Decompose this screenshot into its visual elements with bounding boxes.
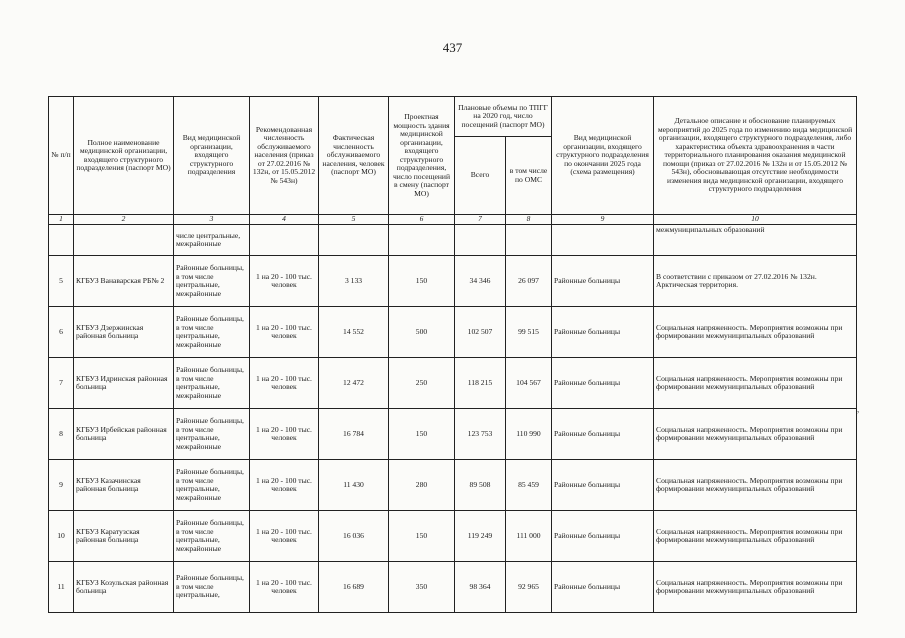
column-number: 1 (49, 215, 74, 225)
actual-population: 16 036 (319, 511, 389, 562)
planned-oms: 110 990 (506, 409, 552, 460)
row-number: 9 (49, 460, 74, 511)
row-number: 7 (49, 358, 74, 409)
organization-name: КГБУЗ Ванаварская РБ№ 2 (74, 256, 174, 307)
column-number: 9 (552, 215, 654, 225)
planned-total: 34 346 (455, 256, 506, 307)
building-capacity: 150 (389, 409, 455, 460)
header-name: Полное наименование медицинской организации, входящего структурного подразделения (паспорт МО) (74, 97, 174, 215)
building-capacity: 350 (389, 562, 455, 613)
header-type-2025: Вид медицинской организации, входящего структурного подразделения по окончании 2025 года (схема размещения) (552, 97, 654, 215)
page-number: 437 (442, 40, 463, 55)
description: Социальная напряженность. Мероприятия возможны при формировании межмуниципальных образований (654, 409, 857, 460)
organization-type: Районные больницы, в том числе центральные, межрайонные (174, 511, 250, 562)
recommended-population: 1 на 20 - 100 тыс. человек (250, 511, 319, 562)
organization-type: Районные больницы, в том числе центральные, межрайонные (174, 307, 250, 358)
column-number: 5 (319, 215, 389, 225)
table-row (49, 409, 857, 460)
row-number: 10 (49, 511, 74, 562)
column-numbers-row (49, 215, 857, 225)
column-number: 7 (455, 215, 506, 225)
recommended-population: 1 на 20 - 100 тыс. человек (250, 307, 319, 358)
building-capacity: 150 (389, 256, 455, 307)
planned-oms: 99 515 (506, 307, 552, 358)
table-row (49, 562, 857, 613)
header-actual: Фактическая численность обслуживаемого населения, человек (паспорт МО) (319, 97, 389, 215)
header-description: Детальное описание и обоснование планируемых мероприятий до 2025 года по изменению вида медицинской организации, входящего структурного подразделения, либо характеристика объекта здравоохранения в части территориального планирования оказания медицинской помощи (приказ от 27.02.2016 № 132н и от 15.05.2012 № 543н), обосновывающая отсутствие необходимости изменения вида медицинской организации, входящего структурного подразделения (654, 97, 857, 215)
planned-oms: 111 000 (506, 511, 552, 562)
header-oms: в том числе по ОМС (506, 137, 552, 215)
column-number: 10 (654, 215, 857, 225)
organization-type: Районные больницы, в том числе центральные, межрайонные (174, 409, 250, 460)
description: Социальная напряженность. Мероприятия возможны при формировании межмуниципальных образований (654, 307, 857, 358)
organization-type: Районные больницы, в том числе центральные, межрайонные (174, 460, 250, 511)
organization-type: Районные больницы, в том числе центральные, межрайонные (174, 358, 250, 409)
header-capacity: Проектная мощность здания медицинской организации, входящего структурного подразделения, число посещений в смену (паспорт МО) (389, 97, 455, 215)
organization-name: КГБУЗ Дзержинская районная больница (74, 307, 174, 358)
type-2025: Районные больницы (552, 562, 654, 613)
type-2025: Районные больницы (552, 358, 654, 409)
planned-total: 123 753 (455, 409, 506, 460)
column-number: 3 (174, 215, 250, 225)
scan-mark: , (857, 404, 860, 414)
description: Социальная напряженность. Мероприятия возможны при формировании межмуниципальных образований (654, 511, 857, 562)
header-number: № п/п (49, 97, 74, 215)
planned-oms: 85 459 (506, 460, 552, 511)
type-2025: Районные больницы (552, 409, 654, 460)
header-planned-volumes: Плановые объемы по ТПГГ на 2020 год, число посещений (паспорт МО) (455, 97, 552, 137)
actual-population: 16 689 (319, 562, 389, 613)
table-row (49, 511, 857, 562)
column-number: 8 (506, 215, 552, 225)
table-row (49, 358, 857, 409)
row-number: 6 (49, 307, 74, 358)
actual-population: 12 472 (319, 358, 389, 409)
description: В соответствии с приказом от 27.02.2016 № 132н. Арктическая территория. (654, 256, 857, 307)
row-number: 8 (49, 409, 74, 460)
description: Социальная напряженность. Мероприятия возможны при формировании межмуниципальных образований (654, 358, 857, 409)
recommended-population: 1 на 20 - 100 тыс. человек (250, 409, 319, 460)
column-number: 6 (389, 215, 455, 225)
organization-type: Районные больницы, в том числе центральные, (174, 562, 250, 613)
column-number: 4 (250, 215, 319, 225)
continuation-note: межмуниципальных образований (654, 225, 857, 256)
column-number: 2 (74, 215, 174, 225)
organization-name: КГБУЗ Казачинская районная больница (74, 460, 174, 511)
table-row (49, 307, 857, 358)
planned-total: 119 249 (455, 511, 506, 562)
actual-population: 11 430 (319, 460, 389, 511)
row-number: 11 (49, 562, 74, 613)
header-total: Всего (455, 137, 506, 215)
building-capacity: 250 (389, 358, 455, 409)
header-recommended: Рекомендованная численность обслуживаемого населения (приказ от 27.02.2016 № 132н, от 15.05.2012 № 543н) (250, 97, 319, 215)
building-capacity: 280 (389, 460, 455, 511)
recommended-population: 1 на 20 - 100 тыс. человек (250, 256, 319, 307)
organization-name: КГБУЗ Идринская районная больница (74, 358, 174, 409)
actual-population: 16 784 (319, 409, 389, 460)
planned-total: 118 215 (455, 358, 506, 409)
planned-oms: 26 097 (506, 256, 552, 307)
organization-name: КГБУЗ Козульская районная больница (74, 562, 174, 613)
planned-oms: 104 567 (506, 358, 552, 409)
header-type: Вид медицинской организации, входящего структурного подразделения (174, 97, 250, 215)
type-2025: Районные больницы (552, 256, 654, 307)
actual-population: 3 133 (319, 256, 389, 307)
continuation-type: числе центральные, межрайонные (174, 225, 250, 256)
recommended-population: 1 на 20 - 100 тыс. человек (250, 460, 319, 511)
table-row (49, 460, 857, 511)
description: Социальная напряженность. Мероприятия возможны при формировании межмуниципальных образований (654, 562, 857, 613)
planned-total: 89 508 (455, 460, 506, 511)
continuation-row (49, 225, 857, 256)
table-row (49, 256, 857, 307)
type-2025: Районные больницы (552, 307, 654, 358)
planned-total: 102 507 (455, 307, 506, 358)
hospital-table (48, 96, 860, 613)
planned-oms: 92 965 (506, 562, 552, 613)
organization-name: КГБУЗ Каратузская районная больница (74, 511, 174, 562)
building-capacity: 150 (389, 511, 455, 562)
organization-name: КГБУЗ Ирбейская районная больница (74, 409, 174, 460)
organization-type: Районные больницы, в том числе центральные, межрайонные (174, 256, 250, 307)
description: Социальная напряженность. Мероприятия возможны при формировании межмуниципальных образований (654, 460, 857, 511)
recommended-population: 1 на 20 - 100 тыс. человек (250, 562, 319, 613)
planned-total: 98 364 (455, 562, 506, 613)
row-number: 5 (49, 256, 74, 307)
actual-population: 14 552 (319, 307, 389, 358)
building-capacity: 500 (389, 307, 455, 358)
recommended-population: 1 на 20 - 100 тыс. человек (250, 358, 319, 409)
type-2025: Районные больницы (552, 460, 654, 511)
type-2025: Районные больницы (552, 511, 654, 562)
